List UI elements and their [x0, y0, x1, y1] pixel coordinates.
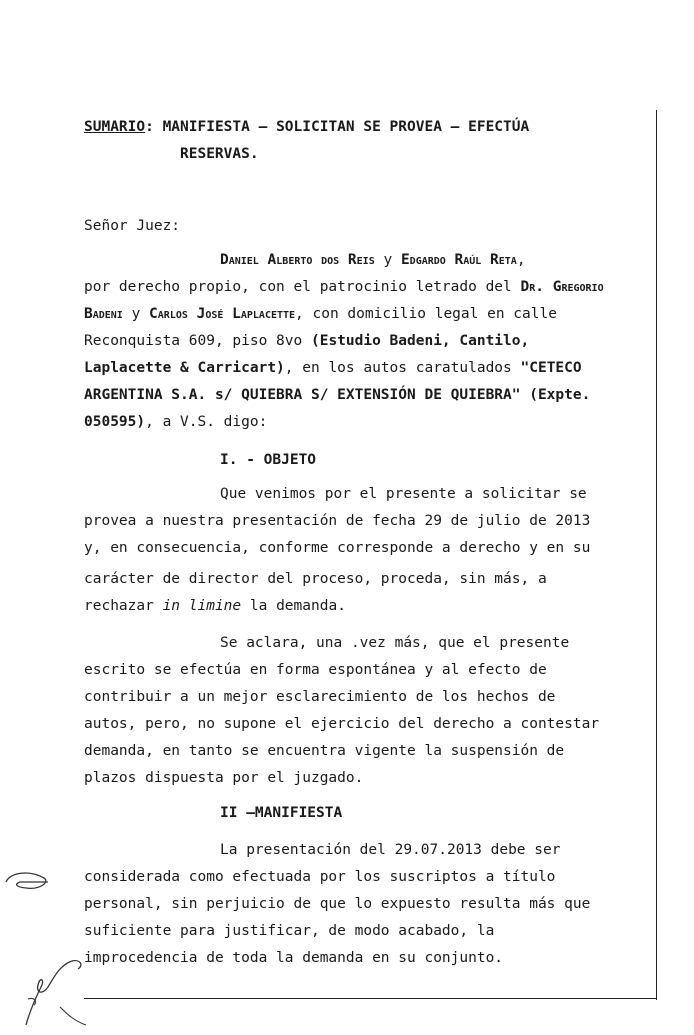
paragraph-line: Que venimos por el presente a solicitar se: [220, 486, 587, 502]
lawyer-name-1b: Badeni: [84, 306, 123, 322]
paragraph-line: demanda, en tanto se encuentra vigente la suspensión de: [84, 743, 565, 759]
intro-line-2: [84, 274, 653, 301]
intro-text: , en los autos caratulados: [284, 360, 512, 376]
paragraph-line: considerada como efectuada por los suscriptos a título: [84, 869, 556, 885]
section-2-heading: [84, 800, 653, 827]
intro-text: Reconquista 609, piso 8vo: [84, 333, 303, 349]
paragraph-line: plazos dispuesta por el juzgado.: [84, 770, 364, 786]
lawyer-name-1a: Dr. Gregorio: [520, 279, 604, 295]
section-1-paragraph-2: [84, 630, 653, 792]
sumario-line-1: SUMARIO: MANIFIESTA – SOLICITAN SE PROVEA – EFECTÚA: [84, 119, 530, 135]
conjunction: y: [131, 306, 141, 322]
paragraph-line: provea a nuestra presentación de fecha 29 de julio de 2013: [84, 513, 591, 529]
conjunction: y: [383, 252, 393, 268]
text: rechazar: [84, 598, 154, 614]
greeting: [84, 213, 653, 240]
paragraph-line: autos, pero, no supone el ejercicio del derecho a contestar: [84, 716, 600, 732]
intro-line-7: [84, 409, 653, 436]
intro-paragraph: [84, 247, 653, 436]
paragraph-line: La presentación del 29.07.2013 debe ser: [220, 842, 561, 858]
greeting-text: Señor Juez:: [84, 218, 181, 234]
lawyer-name-2: Carlos José Laplacette: [149, 306, 296, 322]
section-1-heading: [84, 447, 653, 474]
punct: ,: [516, 252, 526, 268]
handwritten-initial-mark: [0, 862, 60, 902]
intro-line-6: ARGENTINA S.A. s/ QUIEBRA S/ EXTENSIÓN DE QUIEBRA" (Expte.: [84, 387, 591, 403]
intro-line-3: [84, 301, 653, 328]
paragraph-line: suficiente para justificar, de modo acabado, la: [84, 923, 495, 939]
paragraph-line: personal, sin perjuicio de que lo expuesto resulta más que: [84, 896, 591, 912]
intro-line-5: [84, 355, 653, 382]
paragraph-line: improcedencia de toda la demanda en su conjunto.: [84, 950, 504, 966]
case-title-a: "CETECO: [520, 360, 582, 376]
intro-line-1: [84, 247, 653, 274]
paragraph-line: Se aclara, una .vez más, que el presente: [220, 635, 570, 651]
paragraph-line: y, en consecuencia, conforme corresponde a derecho y en su: [84, 540, 591, 556]
section-2-paragraph: [84, 837, 653, 972]
section-2-title: II –MANIFIESTA: [220, 805, 343, 821]
latin-phrase: in limine: [162, 598, 242, 614]
intro-line-4: [84, 328, 653, 355]
firm-name-a: (Estudio Badeni, Cantilo,: [310, 333, 530, 349]
paragraph-line: carácter de director del proceso, proceda, sin más, a: [84, 571, 547, 587]
paragraph-line: escrito se efectúa en forma espontánea y al efecto de: [84, 662, 547, 678]
firm-name-b: Laplacette & Carricart): [84, 360, 285, 376]
sumario-label: SUMARIO: [84, 119, 146, 135]
text: la demanda.: [249, 598, 346, 614]
intro-text: , con domicilio legal en calle: [295, 306, 557, 322]
sumario-block: [84, 114, 653, 168]
paragraph-line: [84, 593, 653, 620]
party-name-2: Edgardo Raúl Reta: [400, 252, 517, 268]
handwritten-signature: [20, 955, 100, 1030]
bottom-rule: [84, 998, 657, 999]
sumario-line-2: RESERVAS.: [180, 146, 259, 162]
party-name-1: Daniel Alberto dos Reis: [220, 252, 375, 268]
case-number: 050595): [84, 414, 146, 430]
intro-text: , a V.S. digo:: [145, 414, 268, 430]
section-1-paragraph-1: [84, 481, 653, 620]
intro-text: por derecho propio, con el patrocinio letrado del: [84, 279, 512, 295]
section-1-title: I. - OBJETO: [220, 452, 317, 468]
right-margin-rule: [656, 110, 657, 1000]
sumario-text: MANIFIESTA – SOLICITAN SE PROVEA – EFECTÚA: [162, 119, 530, 135]
paragraph-line: contribuir a un mejor esclarecimiento de los hechos de: [84, 689, 556, 705]
